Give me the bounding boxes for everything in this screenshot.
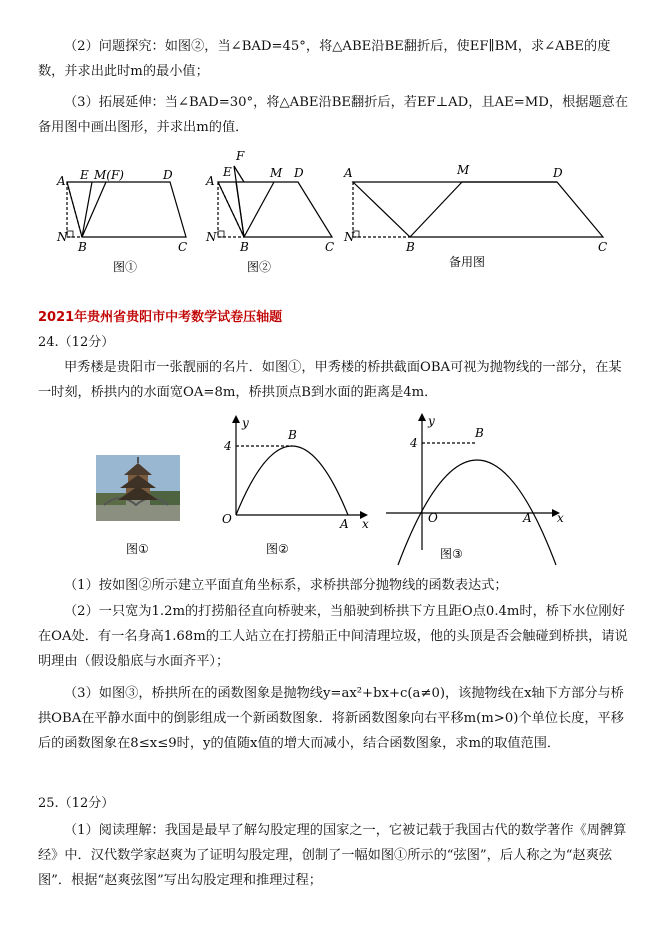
question-24-part-2: （2）一只宽为1.2m的打捞船径直向桥驶来，当船驶到桥拱下方且距O点0.4m时，桥下水位刚好在OA处．有一名身高1.68m的工人站立在打捞船正中间清理垃圾，他的头顶是否会触碰到桥拱，请说明理由（假设船底与水面齐平）；	[38, 604, 628, 669]
question-23-part-3: （3）拓展延伸：当∠BAD=30°，将△ABE沿BE翻折后，若EF⊥AD，且AE=MD，根据题意在备用图中画出图形，并求出m的值．	[38, 95, 629, 135]
pavilion-photo	[96, 455, 180, 521]
caption-figure-1: 图①	[113, 260, 138, 274]
label-y: y	[428, 414, 435, 428]
label-B: B	[78, 240, 87, 254]
label-N: N	[344, 230, 355, 244]
caption-figure-2: 图②	[247, 260, 272, 274]
label-D: D	[294, 166, 304, 180]
label-M: M	[270, 166, 283, 180]
geometry-figures	[0, 140, 665, 275]
label-O: O	[428, 511, 438, 525]
question-24-intro: 甲秀楼是贵阳市一张靓丽的名片．如图①，甲秀楼的桥拱截面OBA可视为抛物线的一部分，在某一时刻，桥拱内的水面宽OA=8m，桥拱顶点B到水面的距离是4m．	[38, 360, 622, 400]
label-B: B	[240, 240, 249, 254]
label-A: A	[344, 166, 353, 180]
label-F: F	[236, 149, 245, 163]
label-x: x	[557, 511, 564, 525]
label-y: y	[242, 416, 249, 430]
label-4: 4	[224, 439, 232, 453]
label-C: C	[598, 240, 608, 254]
question-24-part-1: （1）按如图②所示建立平面直角坐标系，求桥拱部分抛物线的函数表达式；	[64, 578, 508, 593]
section-title: 2021年贵州省贵阳市中考数学试卷压轴题	[38, 310, 283, 325]
question-24-number: 24.（12分）	[38, 335, 115, 350]
label-A: A	[340, 517, 349, 531]
label-N: N	[206, 230, 217, 244]
bridge-figures	[0, 405, 665, 570]
label-A: A	[206, 174, 215, 188]
caption-figure-1: 图①	[126, 542, 149, 556]
label-C: C	[325, 240, 335, 254]
question-25-number: 25.（12分）	[38, 796, 115, 811]
label-A: A	[57, 174, 66, 188]
label-D: D	[553, 166, 563, 180]
question-24-part-3: （3）如图③，桥拱所在的函数图象是抛物线y=ax²+bx+c(a≠0)，该抛物线在x轴下方部分与桥拱OBA在平静水面中的倒影组成一个新函数图象．将新函数图象向右平移m(m>0)个单位长度，平移后的函数图象在8≤x≤9时，y的值随x值的增大而减小，结合函数图象，求m的取值范围．	[38, 686, 624, 751]
question-23-part-2: （2）问题探究：如图②，当∠BAD=45°，将△ABE沿BE翻折后，使EF∥BM，求∠ABE的度数，并求出此时m的最小值；	[38, 39, 611, 79]
label-x: x	[362, 517, 369, 531]
label-4: 4	[410, 436, 418, 450]
label-MF: M(F)	[94, 168, 124, 182]
caption-spare-figure: 备用图	[449, 255, 486, 269]
label-B: B	[406, 240, 415, 254]
label-B: B	[475, 426, 484, 440]
label-D: D	[163, 168, 173, 182]
label-C: C	[178, 240, 188, 254]
label-E: E	[223, 165, 232, 179]
question-25-part-1: （1）阅读理解：我国是最早了解勾股定理的国家之一，它被记载于我国古代的数学著作《周髀算经》中．汉代数学家赵爽为了证明勾股定理，创制了一幅如图①所示的“弦图”，后人称之为“赵爽弦图”．根据“赵爽弦图”写出勾股定理和推理过程；	[38, 823, 627, 888]
caption-figure-2: 图②	[266, 542, 289, 556]
label-B: B	[288, 428, 297, 442]
label-A: A	[523, 511, 532, 525]
label-E: E	[80, 168, 89, 182]
label-N: N	[57, 230, 68, 244]
caption-figure-3: 图③	[440, 547, 463, 561]
label-O: O	[222, 512, 232, 526]
label-M: M	[457, 163, 470, 177]
